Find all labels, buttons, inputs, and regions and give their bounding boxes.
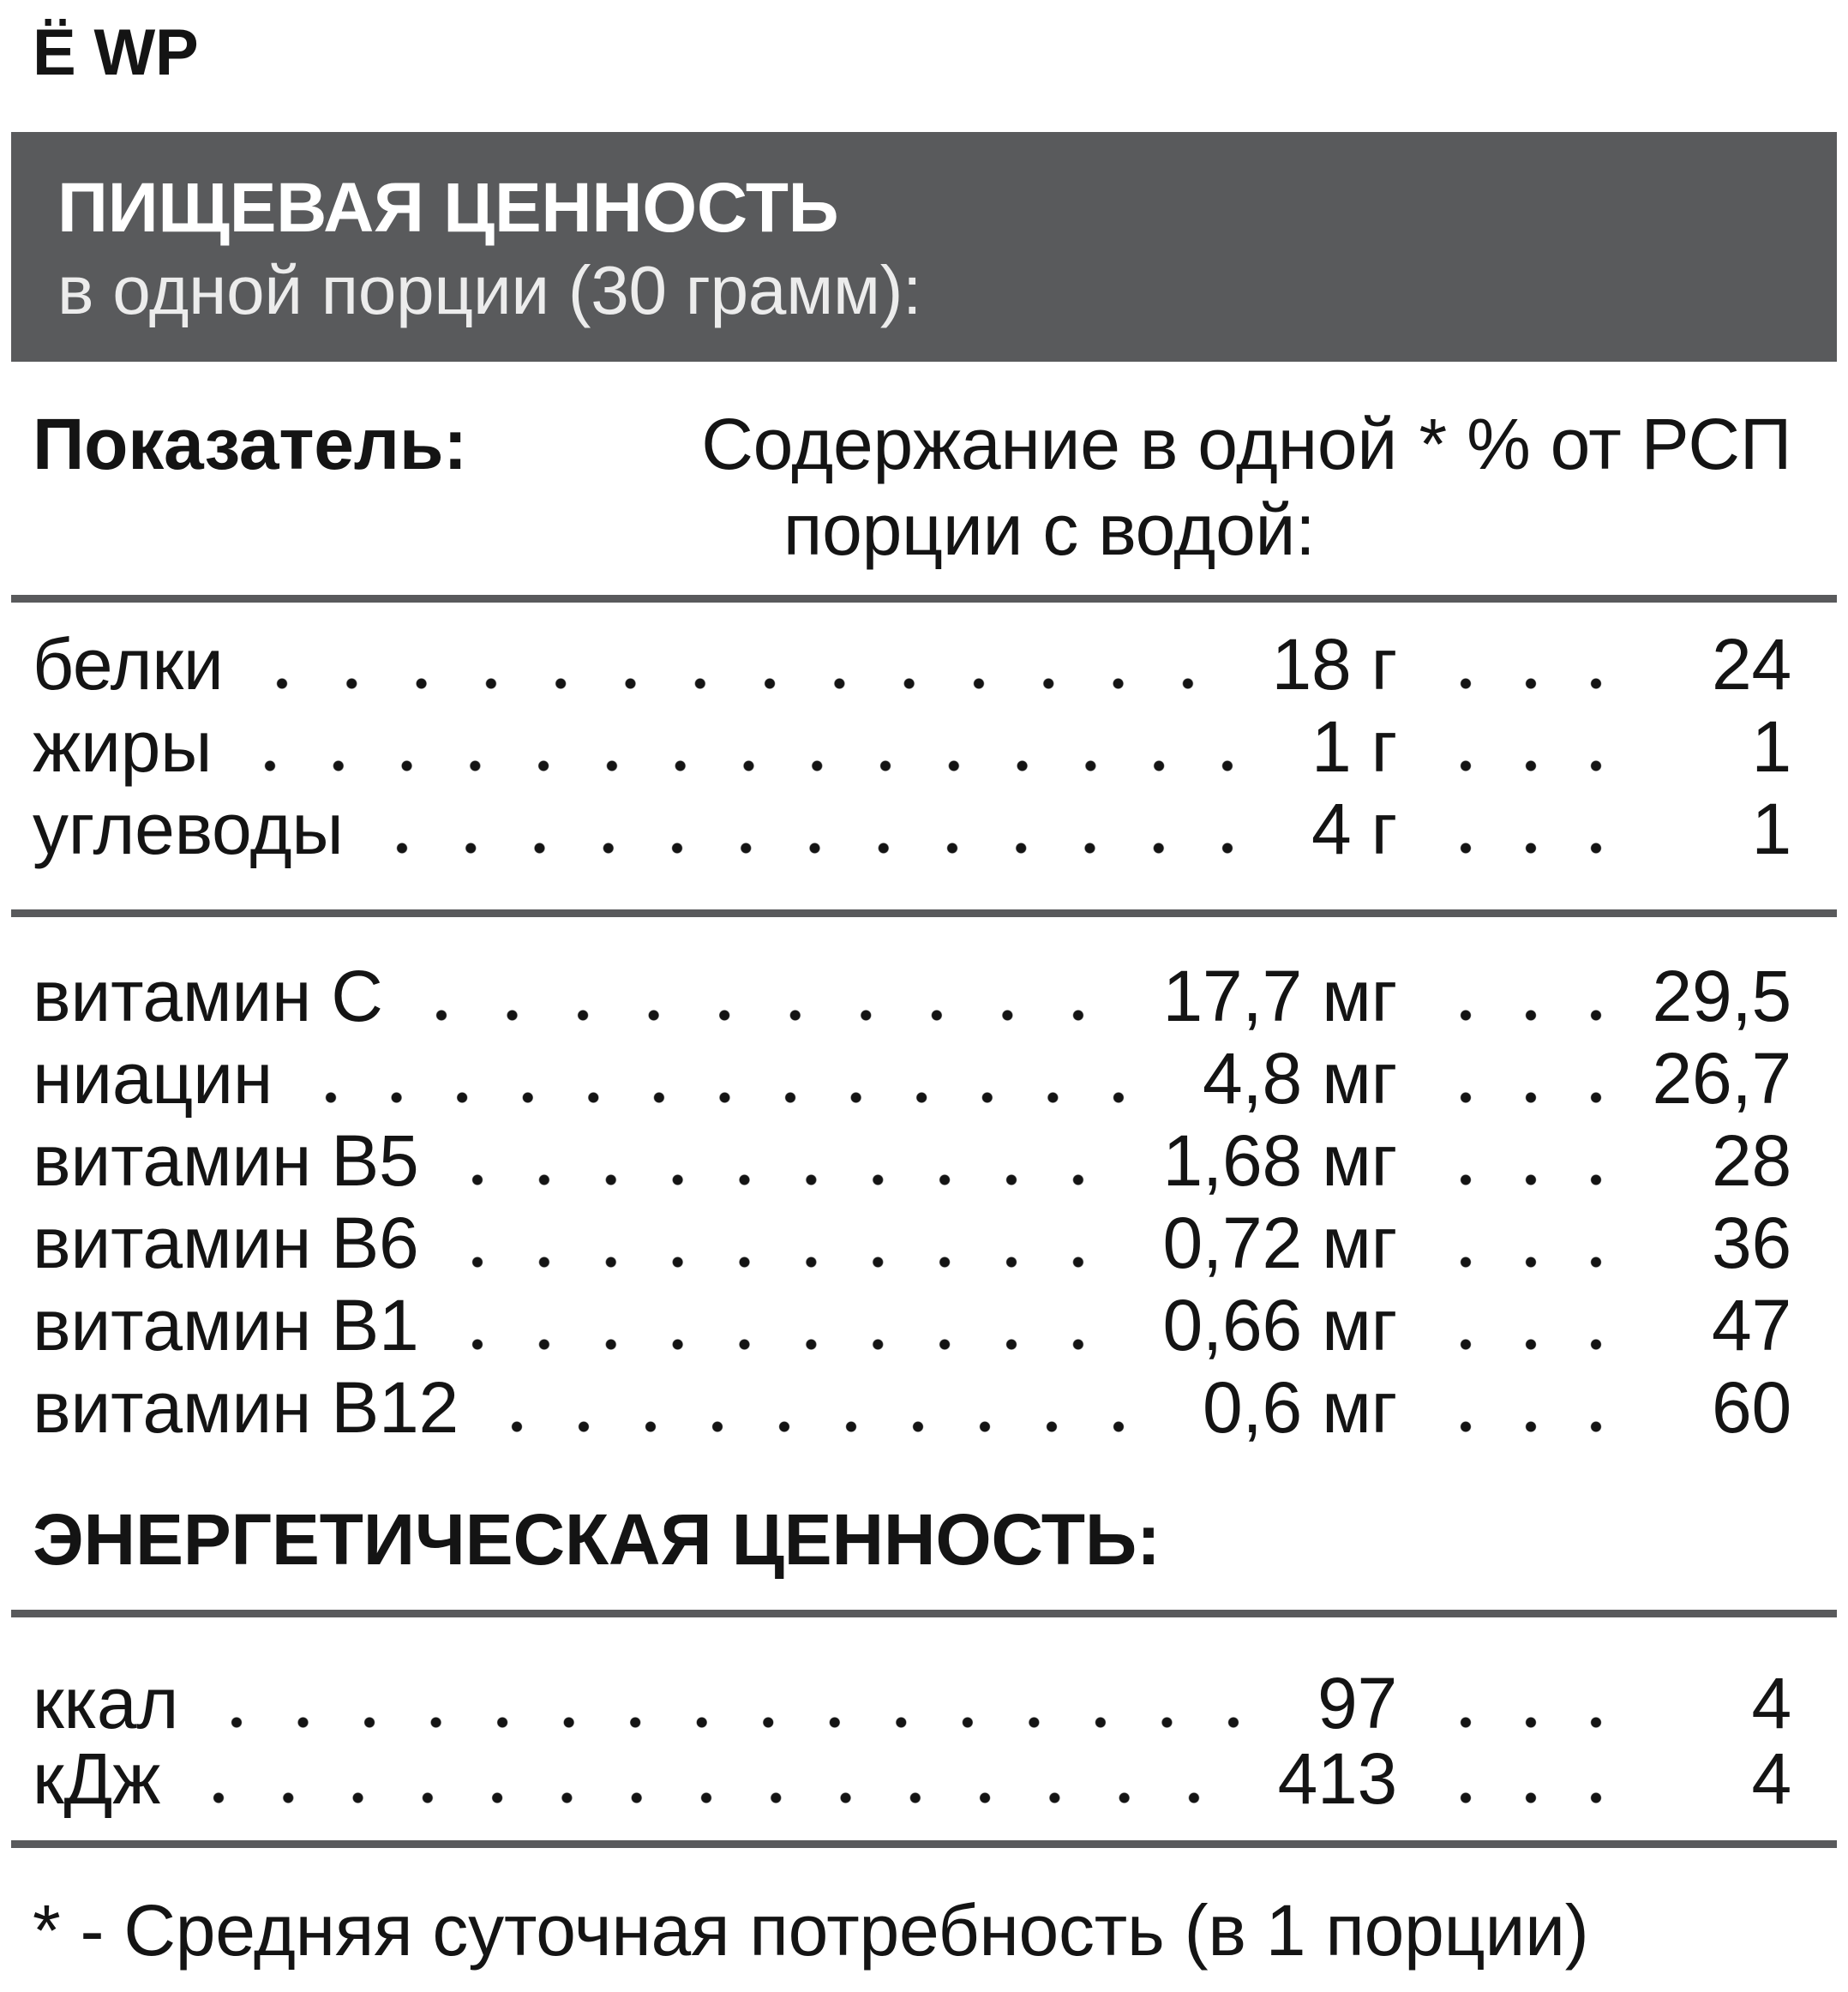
divider bbox=[11, 1840, 1837, 1848]
row-value: 17,7 мг bbox=[1162, 956, 1397, 1036]
table-row bbox=[33, 1119, 1791, 1202]
row-value: 0,6 мг bbox=[1202, 1367, 1397, 1448]
row-value: 0,72 мг bbox=[1162, 1203, 1397, 1283]
table-row bbox=[33, 1738, 1791, 1819]
row-value: 18 г bbox=[1271, 624, 1397, 705]
row-percent: 24 bbox=[1712, 624, 1791, 705]
row-percent: 26,7 bbox=[1652, 1038, 1791, 1119]
column-header-content-line1: Содержание в одной bbox=[701, 404, 1397, 484]
column-header-indicator: Показатель: bbox=[33, 404, 468, 484]
dot-leader bbox=[1433, 843, 1629, 854]
row-value: 413 bbox=[1277, 1738, 1397, 1819]
row-label: ккал bbox=[33, 1663, 179, 1743]
row-value: 0,66 мг bbox=[1162, 1285, 1397, 1365]
energy-section-title: ЭНЕРГЕТИЧЕСКАЯ ЦЕННОСТЬ: bbox=[33, 1499, 1161, 1580]
row-percent: 36 bbox=[1712, 1203, 1791, 1283]
row-percent: 28 bbox=[1712, 1120, 1791, 1201]
row-label: витамин C bbox=[33, 956, 383, 1036]
dot-leader bbox=[204, 1717, 1266, 1728]
row-label: витамин B5 bbox=[33, 1120, 419, 1201]
row-percent: 1 bbox=[1751, 706, 1791, 787]
divider bbox=[11, 595, 1837, 603]
row-label: витамин B1 bbox=[33, 1285, 419, 1365]
row-percent: 29,5 bbox=[1652, 956, 1791, 1036]
dot-leader bbox=[237, 760, 1260, 771]
table-row bbox=[33, 788, 1791, 870]
dot-leader bbox=[298, 1092, 1151, 1103]
table-row bbox=[33, 705, 1791, 788]
table-row bbox=[33, 1284, 1791, 1366]
dot-leader bbox=[484, 1421, 1151, 1432]
energy-section bbox=[33, 1663, 1791, 1819]
dot-leader bbox=[369, 843, 1260, 854]
footnote: * - Средняя суточная потребность (в 1 порции) bbox=[33, 1890, 1589, 1971]
row-value: 1 г bbox=[1311, 706, 1397, 787]
banner-subtitle: в одной порции (30 грамм): bbox=[57, 252, 922, 328]
row-value: 97 bbox=[1317, 1663, 1397, 1743]
dot-leader bbox=[1433, 1257, 1629, 1268]
brand-logo: Ё WP bbox=[33, 16, 199, 89]
row-label: ниацин bbox=[33, 1038, 273, 1119]
row-percent: 4 bbox=[1751, 1738, 1791, 1819]
column-header-percent: * % от РСП bbox=[1419, 404, 1791, 484]
row-label: белки bbox=[33, 624, 224, 705]
row-percent: 60 bbox=[1712, 1367, 1791, 1448]
row-label: углеводы bbox=[33, 789, 344, 869]
table-row bbox=[33, 1037, 1791, 1119]
table-header bbox=[33, 401, 1791, 573]
dot-leader bbox=[1433, 1339, 1629, 1350]
table-row bbox=[33, 955, 1791, 1037]
row-label: жиры bbox=[33, 706, 213, 787]
dot-leader bbox=[409, 1010, 1112, 1021]
table-row bbox=[33, 1665, 1791, 1741]
dot-leader bbox=[1433, 1092, 1629, 1103]
row-label: витамин B12 bbox=[33, 1367, 459, 1448]
row-label: кДж bbox=[33, 1738, 161, 1819]
row-percent: 4 bbox=[1751, 1663, 1791, 1743]
dot-leader bbox=[1433, 1421, 1629, 1432]
banner-title: ПИЩЕВАЯ ЦЕННОСТЬ bbox=[57, 169, 839, 247]
dot-leader bbox=[1433, 760, 1629, 771]
row-percent: 1 bbox=[1751, 789, 1791, 869]
row-value: 1,68 мг bbox=[1162, 1120, 1397, 1201]
dot-leader bbox=[445, 1339, 1112, 1350]
table-row bbox=[33, 1366, 1791, 1449]
dot-leader bbox=[1433, 1792, 1629, 1803]
divider bbox=[11, 909, 1837, 917]
table-row bbox=[33, 1202, 1791, 1284]
nutrition-banner bbox=[11, 132, 1837, 362]
column-header-content-line2: порции с водой: bbox=[783, 489, 1316, 570]
dot-leader bbox=[186, 1792, 1226, 1803]
dot-leader bbox=[1433, 1717, 1629, 1728]
table-row bbox=[33, 623, 1791, 705]
row-label: витамин B6 bbox=[33, 1203, 419, 1283]
dot-leader bbox=[1433, 678, 1629, 689]
row-percent: 47 bbox=[1712, 1285, 1791, 1365]
column-header-content bbox=[701, 401, 1397, 573]
dot-leader bbox=[249, 678, 1221, 689]
divider bbox=[11, 1610, 1837, 1617]
macronutrients-section bbox=[33, 623, 1791, 870]
dot-leader bbox=[445, 1257, 1112, 1268]
dot-leader bbox=[1433, 1174, 1629, 1185]
dot-leader bbox=[445, 1174, 1112, 1185]
row-value: 4 г bbox=[1311, 789, 1397, 869]
dot-leader bbox=[1433, 1010, 1629, 1021]
row-value: 4,8 мг bbox=[1202, 1038, 1397, 1119]
vitamins-section bbox=[33, 955, 1791, 1449]
